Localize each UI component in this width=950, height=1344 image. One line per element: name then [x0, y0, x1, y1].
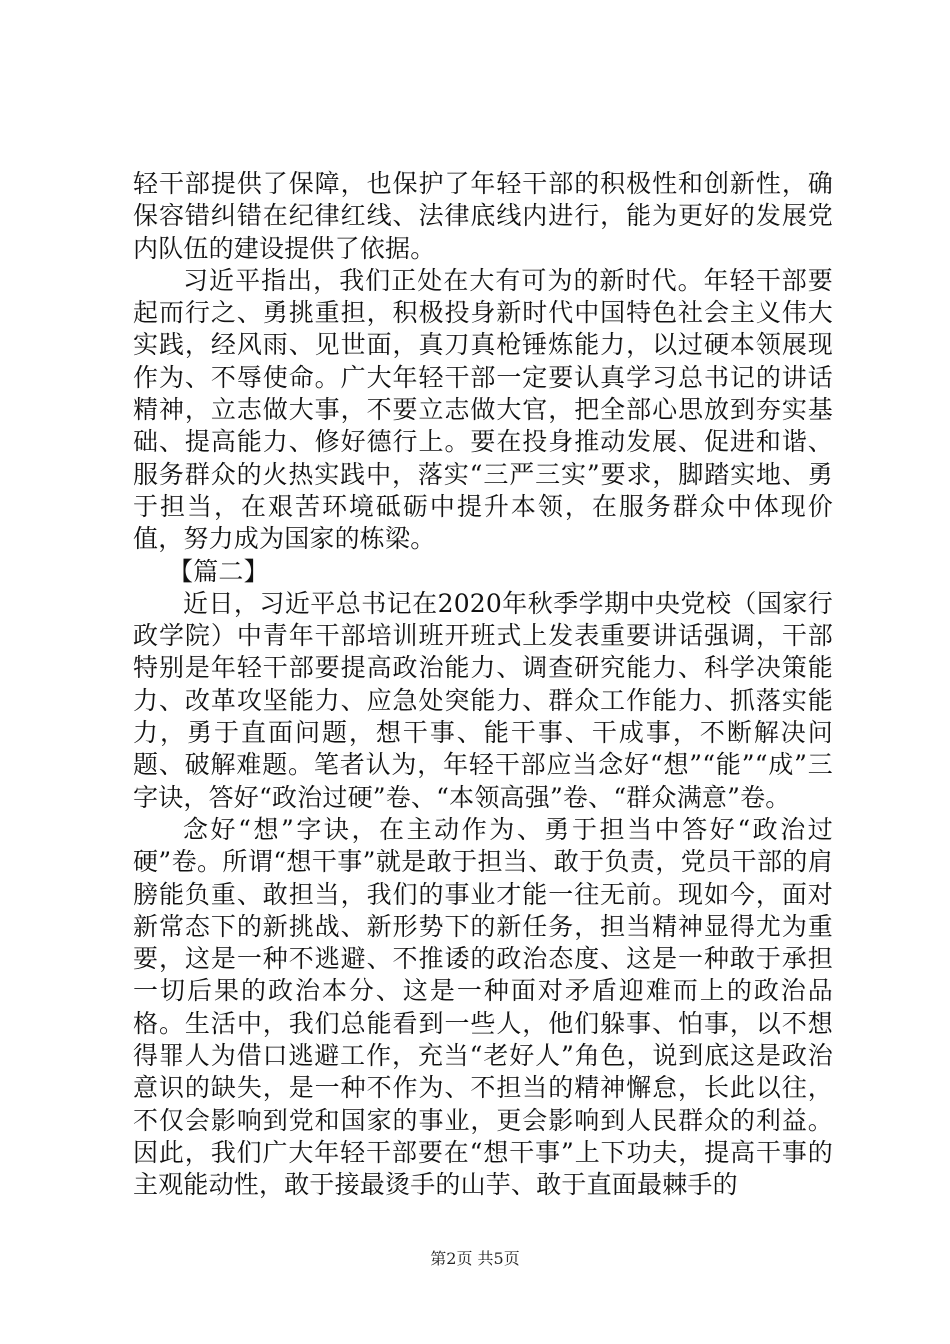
document-body [133, 168, 833, 1202]
paragraph-xi-speech: 习近平指出，我们正处在大有可为的新时代。年轻干部要起而行之、勇挑重担，积极投身新时代中国特色社会主义伟大实践，经风雨、见世面，真刀真枪锤炼能力，以过硬本领展现作为、不辱使命。广大年轻干部一定要认真学习总书记的讲话精神，立志做大事，不要立志做大官，把全部心思放到夯实基础、提高能力、修好德行上。要在投身推动发展、促进和谐、服务群众的火热实践中，落实“三严三实”要求，脚踏实地、勇于担当，在艰苦环境砥砺中提升本领，在服务群众中体现价值，努力成为国家的栋梁。 [133, 265, 833, 554]
paragraph-continuation: 轻干部提供了保障，也保护了年轻干部的积极性和创新性，确保容错纠错在纪律红线、法律底线内进行，能为更好的发展党内队伍的建设提供了依据。 [133, 169, 833, 263]
page-number-footer: 第2页 共5页 [430, 1249, 520, 1268]
section-heading-part-two: 【篇二】 [168, 556, 269, 586]
paragraph-training-class: 近日，习近平总书记在2020年秋季学期中央党校（国家行政学院）中青年干部培训班开班式上发表重要讲话强调，干部特别是年轻干部要提高政治能力、调查研究能力、科学决策能力、改革攻坚能力、应急处突能力、群众工作能力、抓落实能力，勇于直面问题，想干事、能干事、干成事，不断解决问题、破解难题。笔者认为，年轻干部应当念好“想”“能”“成”三字诀，答好“政治过硬”卷、“本领高强”卷、“群众满意”卷。 [133, 588, 833, 812]
paragraph-xiang-character: 念好“想”字诀，在主动作为、勇于担当中答好“政治过硬”卷。所谓“想干事”就是敢于担当、敢于负责，党员干部的肩膀能负重、敢担当，我们的事业才能一往无前。现如今，面对新常态下的新挑战、新形势下的新任务，担当精神显得尤为重要，这是一种不逃避、不推诿的政治态度、这是一种敢于承担一切后果的政治本分、这是一种面对矛盾迎难而上的政治品格。生活中，我们总能看到一些人，他们躲事、怕事，以不想得罪人为借口逃避工作，充当“老好人”角色，说到底这是政治意识的缺失，是一种不作为、不担当的精神懈怠，长此以往，不仅会影响到党和国家的事业，更会影响到人民群众的利益。因此，我们广大年轻干部要在“想干事”上下功夫，提高干事的主观能动性，敢于接最烫手的山芋、敢于直面最棘手的 [133, 814, 833, 1200]
